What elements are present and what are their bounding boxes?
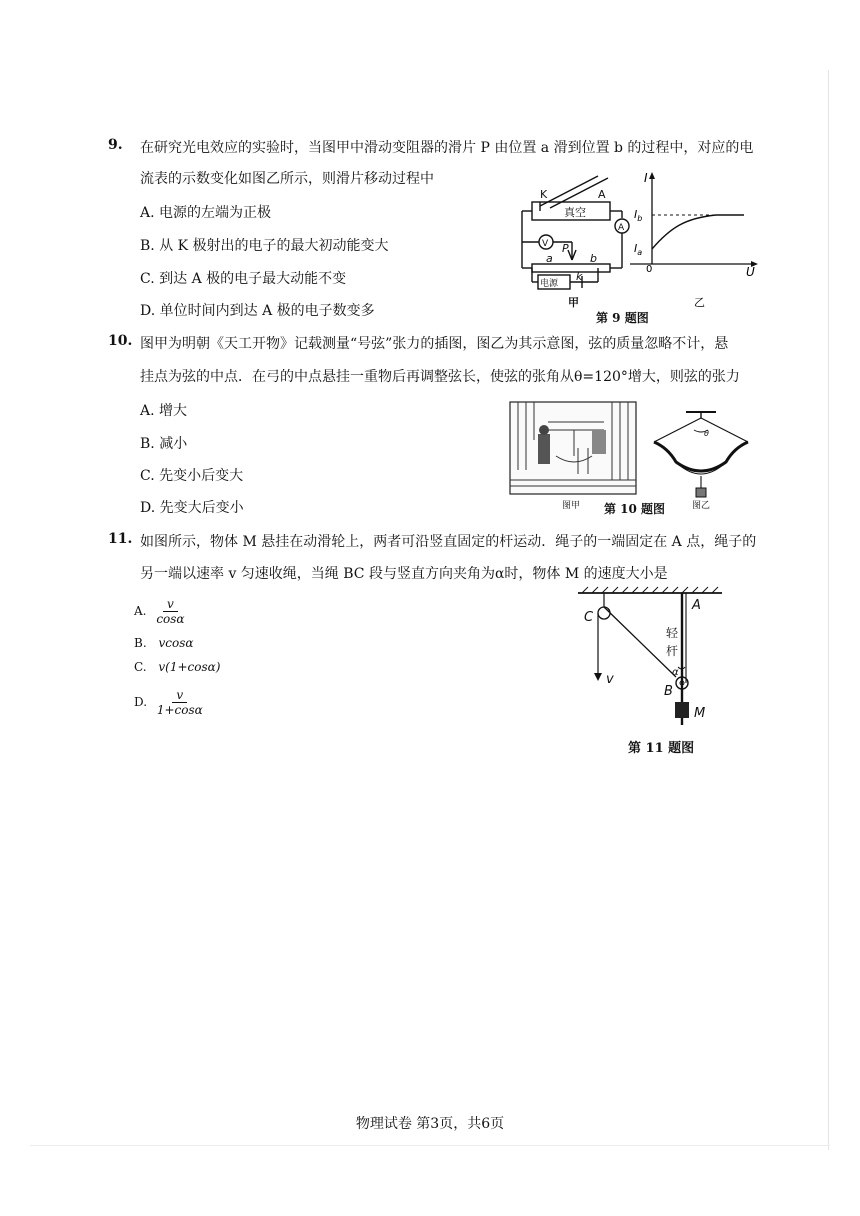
q9-label-jia: 甲	[568, 296, 579, 309]
q9-figure-caption: 第 9 题图	[596, 311, 649, 325]
q11-number: 11.	[108, 531, 133, 547]
q10-stem-line1: 图甲为明朝《天工开物》记载测量“号弦”张力的插图，图乙为其示意图，弦的质量忽略不计，悬	[140, 336, 729, 352]
q9-figure	[510, 168, 770, 326]
q10-label-theta: θ	[704, 429, 709, 438]
q11-label-v: v	[606, 672, 614, 687]
q10-number: 10.	[108, 333, 133, 349]
q9-iu-graph	[630, 171, 758, 309]
q9-origin: 0	[646, 264, 653, 275]
q9-label-k-switch: k	[576, 270, 583, 283]
q9-label-source: 电源	[540, 279, 559, 289]
q9-option-a: A. 电源的左端为正极	[140, 205, 272, 221]
q9-label-ib: $I_b$	[634, 208, 643, 223]
q9-option-b: B. 从 K 极射出的电子的最大初动能变大	[140, 238, 389, 254]
q9-axis-u: U	[746, 265, 755, 279]
q11-option-c: C. v(1+cosα)	[134, 660, 221, 674]
q9-axis-i: I	[644, 171, 648, 185]
q9-label-vacuum: 真空	[564, 206, 586, 219]
q9-option-c: C. 到达 A 极的电子最大动能不变	[140, 271, 347, 287]
q10-figure	[508, 400, 766, 512]
q9-option-d: D. 单位时间内到达 A 极的电子数变多	[140, 303, 375, 319]
q9-voltmeter-symbol: V	[542, 239, 549, 249]
page-footer: 物理试卷 第3页，共6页	[355, 1116, 505, 1132]
q10-stem-line2: 挂点为弦的中点．在弓的中点悬挂一重物后再调整弦长，使弦的张角从θ=120°增大，则弦的张力	[140, 369, 740, 385]
q9-stem-line1: 在研究光电效应的实验时，当图甲中滑动变阻器的滑片 P 由位置 a 滑到位置 b 的过程中，对应的电	[140, 140, 754, 156]
q9-label-yi: 乙	[694, 296, 705, 309]
q9-label-p: P	[562, 242, 569, 255]
q11-label-m: M	[694, 706, 706, 721]
q10-option-a: A. 增大	[140, 403, 188, 419]
q11-label-alpha: α	[672, 667, 679, 678]
q10-figure-caption: 第 10 题图	[604, 502, 666, 516]
q11-option-a: A. $\frac{v}{\cos\alpha}$	[134, 597, 185, 626]
q11-label-a: A	[692, 598, 701, 613]
page-edge-right	[828, 70, 829, 1150]
q9-ammeter-symbol: A	[618, 223, 625, 233]
q9-label-ia: $I_a$	[634, 242, 643, 257]
q11-label-b: B	[664, 684, 673, 699]
q11-label-rod-1: 轻	[666, 626, 679, 640]
q9-label-b: b	[590, 252, 597, 265]
q11-label-rod-2: 杆	[666, 644, 679, 658]
q11-option-d: D. $\frac{v}{1+\cos\alpha}$	[134, 688, 203, 717]
q11-figure-caption: 第 11 题图	[628, 741, 695, 756]
q11-label-c: C	[584, 610, 594, 625]
q9-label-a-plate: A	[598, 188, 606, 201]
q11-option-b: B. vcosα	[134, 636, 194, 650]
q10-option-d: D. 先变大后变小	[140, 500, 244, 516]
q11-stem-line1: 如图所示，物体 M 悬挂在动滑轮上，两者可沿竖直固定的杆运动．绳子的一端固定在 A 点，绳子的	[140, 534, 757, 550]
q9-stem-line2: 流表的示数变化如图乙所示，则滑片移动过程中	[140, 171, 434, 187]
page-edge-bottom	[30, 1145, 830, 1146]
q10-option-b: B. 减小	[140, 436, 188, 452]
q10-bow-schematic	[654, 412, 748, 497]
q10-label-jia: 图甲	[562, 501, 581, 511]
q10-label-yi: 图乙	[692, 501, 711, 511]
q10-woodcut-illustration	[510, 402, 636, 511]
q9-label-a: a	[546, 252, 553, 265]
q11-stem-line2: 另一端以速率 v 匀速收绳，当绳 BC 段与竖直方向夹角为α时，物体 M 的速度大小是	[140, 566, 668, 582]
q9-label-k: K	[540, 188, 548, 201]
q10-option-c: C. 先变小后变大	[140, 468, 244, 484]
q9-number: 9.	[108, 137, 123, 153]
